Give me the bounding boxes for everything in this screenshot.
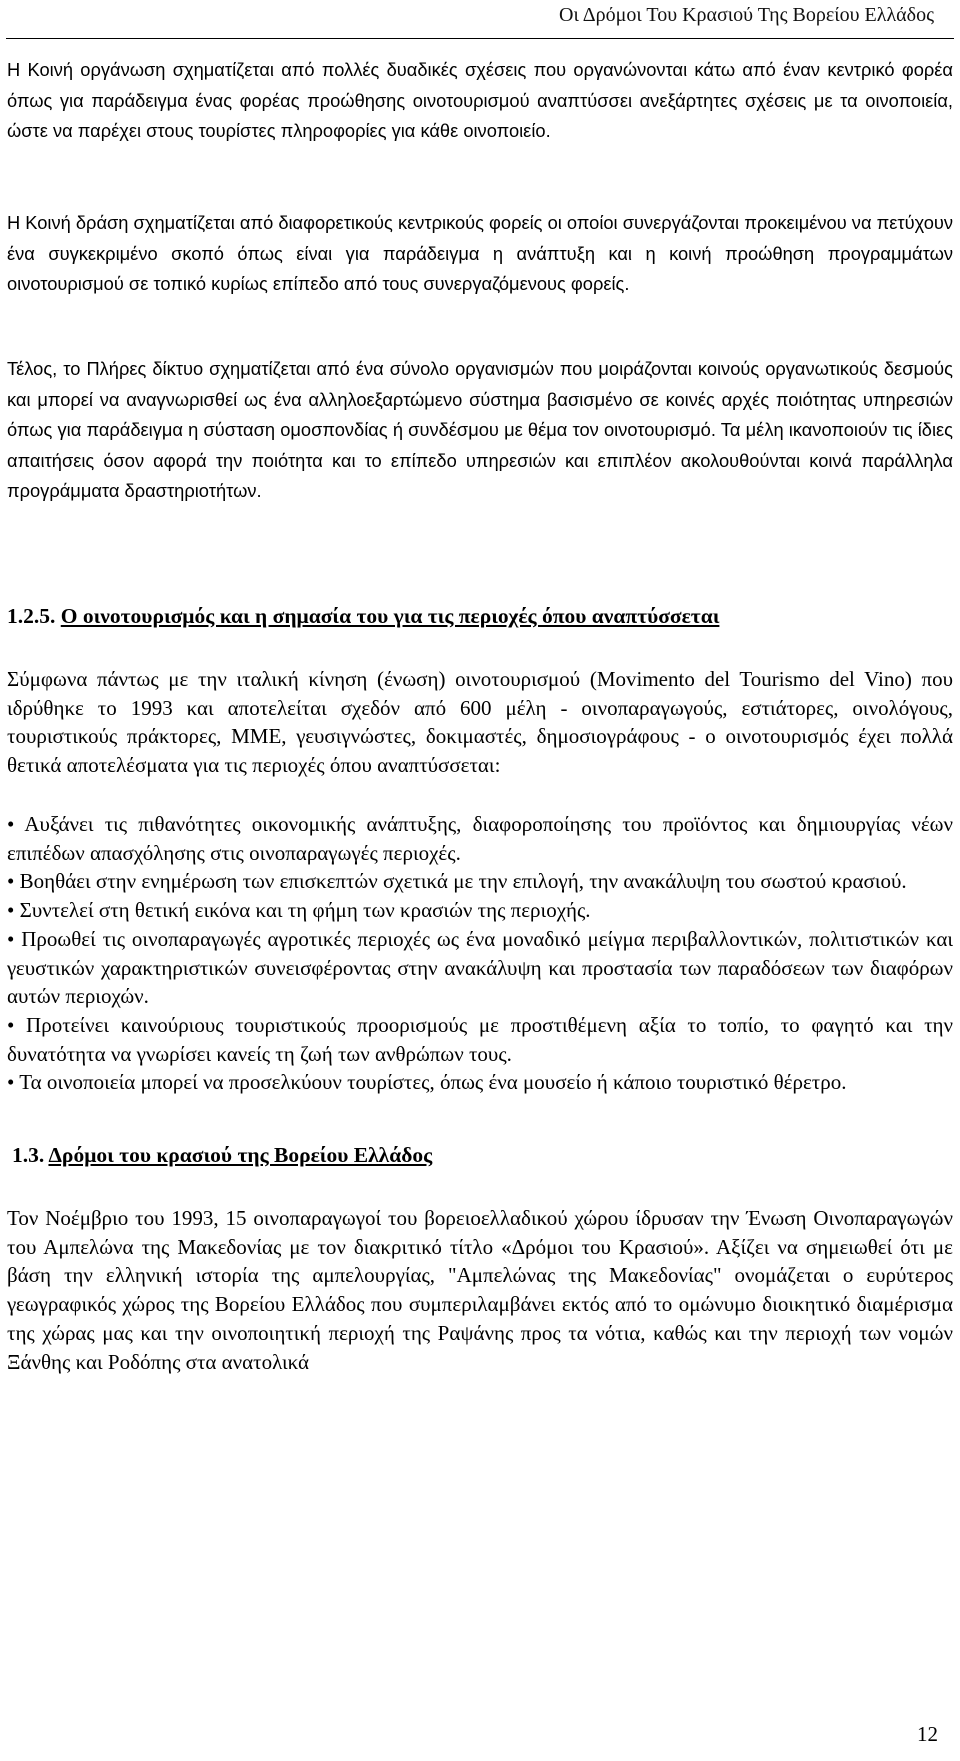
list-item: • Αυξάνει τις πιθανότητες οικονομικής ανάπτυξης, διαφοροποίησης του προϊόντος και δημιουργίας νέων επιπέδων απασχόλησης στις οινοπαραγωγές περιοχές.: [7, 812, 953, 865]
section-heading-1-2-5: [7, 604, 719, 629]
page-number: 12: [917, 1722, 938, 1746]
list-item: • Βοηθάει στην ενημέρωση των επισκεπτών σχετικά με την επιλογή, την ανακάλυψη του σωστού κρασιού.: [7, 869, 907, 894]
paragraph-full-network: Τέλος, το Πλήρες δίκτυο σχηματίζεται από ένα σύνολο οργανισμών που μοιράζονται κοινούς οργανωτικούς δεσμούς και μπορεί να αναγνωρισθεί ως ένα αλληλοεξαρτώμενο σύστημα βασισμένο σε κοινές αρχές ποιότητας υπηρεσιών όπως για παράδειγμα η σύσταση ομοσπονδίας ή συνδέσμου με θέμα τον οινοτουρισμό. Τα μέλη ικανοποιούν τις ίδιες απαιτήσεις όσον αφορά την ποιότητα και το επίπεδο υπηρεσιών και επιπλέον ακολουθούνται κοινά παράλληλα προγράμματα δραστηριοτήτων.: [7, 358, 953, 501]
paragraph-wine-tourism-movement: Σύμφωνα πάντως με την ιταλική κίνηση (ένωση) οινοτουρισμού (Movimento del Tourismo del Vino) που ιδρύθηκε το 1993 και αποτελείται σχεδόν από 600 μέλη - οινοπαραγωγούς, εστιάτορες, οινολόγους, τουριστικούς πράκτορες, ΜΜΕ, γευσιγνώστες, δοκιμαστές, δημοσιογράφους - ο οινοτουρισμός έχει πολλά θετικά αποτελέσματα για τις περιοχές όπου αναπτύσσεται:: [7, 667, 953, 778]
section-title: Δρόμοι του κρασιού της Βορείου Ελλάδος: [48, 1143, 433, 1167]
paragraph-common-organization: Η Κοινή οργάνωση σχηματίζεται από πολλές δυαδικές σχέσεις που οργανώνονται κάτω από έναν κεντρικό φορέα όπως για παράδειγμα ένας φορέας προώθησης οινοτουρισμού αναπτύσσει ανεξάρτητες σχέσεις με τα οινοποιεία, ώστε να παρέχει στους τουρίστες πληροφορίες για κάθε οινοποιείο.: [7, 59, 953, 141]
header-rule: [6, 38, 954, 39]
list-item: • Τα οινοποιεία μπορεί να προσελκύουν τουρίστες, όπως ένα μουσείο ή κάποιο τουριστικό θέρετρο.: [7, 1070, 847, 1095]
section-title: Ο οινοτουρισμός και η σημασία του για τις περιοχές όπου αναπτύσσεται: [60, 604, 720, 628]
paragraph-common-action: Η Κοινή δράση σχηματίζεται από διαφορετικούς κεντρικούς φορείς οι οποίοι συνεργάζονται προκειμένου να πετύχουν ένα συγκεκριμένο σκοπό όπως είναι για παράδειγμα η ανάπτυξη και η κοινή προώθηση προγραμμάτων οινοτουρισμού σε τοπικό κυρίως επίπεδο από τους συνεργαζόμενους φορείς.: [7, 212, 953, 294]
paragraph-wine-roads: Τον Νοέμβριο του 1993, 15 οινοπαραγωγοί του βορειοελλαδικού χώρου ίδρυσαν την Ένωση Οινοπαραγωγών του Αμπελώνα της Μακεδονίας με τον διακριτικό τίτλο «Δρόμοι του Κρασιού». Αξίζει να σημειωθεί ότι με βάση την ελληνική ιστορία της αμπελουργίας, "Αμπελώνας της Μακεδονίας" ονομάζεται ο ευρύτερος γεωγραφικός χώρος της Βορείου Ελλάδος που συμπεριλαμβάνει εκτός από το ομώνυμο διοικητικό διαμέρισμα της χώρας μας και την οινοποιητική περιοχή της Ραψάνης προς τα νότια, καθώς και την περιοχή των νομών Ξάνθης και Ροδόπης στα ανατολικά: [7, 1206, 953, 1374]
section-number: 1.2.5.: [7, 604, 56, 628]
section-number: 1.3.: [12, 1143, 45, 1167]
list-item: • Προτείνει καινούριους τουριστικούς προορισμούς με προστιθέμενη αξία το τοπίο, το φαγητό και την δυνατότητα να γνωρίσει κανείς τη ζωή των ανθρώπων τους.: [7, 1012, 953, 1066]
section-heading-1-3: [12, 1143, 432, 1168]
list-item: • Προωθεί τις οινοπαραγωγές αγροτικές περιοχές ως ένα μοναδικό μείγμα περιβαλλοντικών, πολιτιστικών και γευστικών χαρακτηριστικών συνεισφέροντας στην ανακάλυψη και προστασία των παραδόσεων των διαφόρων αυτών περιοχών.: [7, 926, 953, 1009]
list-item: • Συντελεί στη θετική εικόνα και τη φήμη των κρασιών της περιοχής.: [7, 898, 591, 923]
running-header: Οι Δρόμοι Του Κρασιού Της Βορείου Ελλάδος: [559, 4, 934, 26]
benefits-list: [7, 810, 953, 1097]
